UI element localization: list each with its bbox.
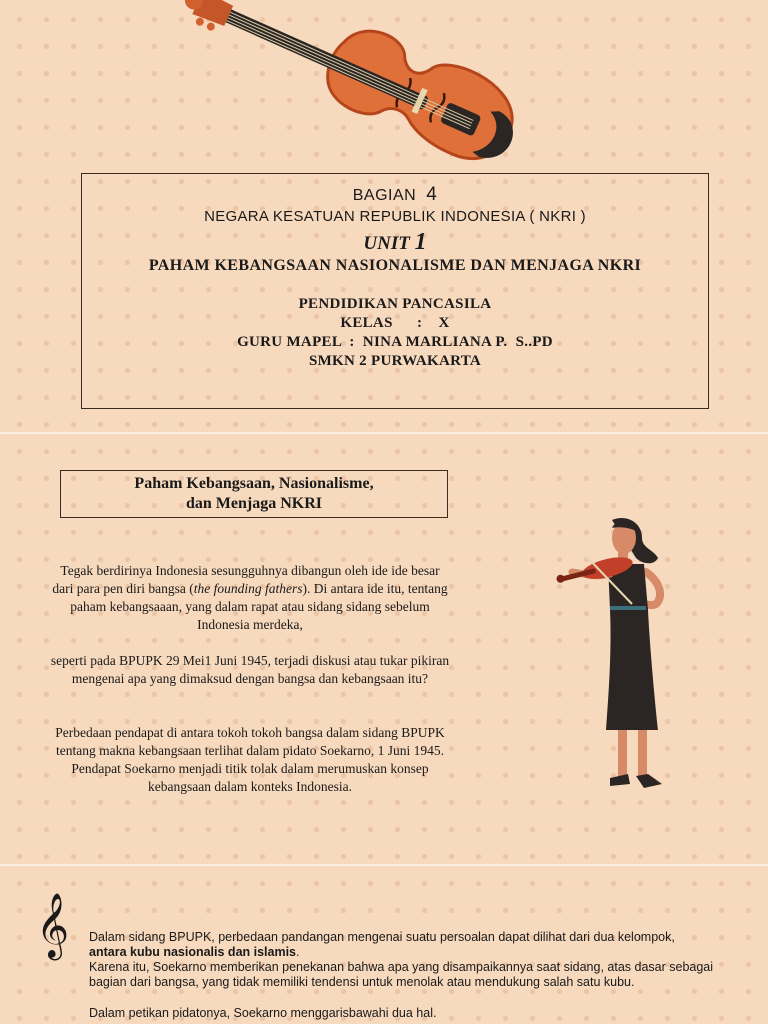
unit-number: 1 (414, 229, 427, 255)
slide-title (0, 0, 768, 432)
class-info: KELAS : X (340, 315, 450, 331)
section-heading (60, 470, 448, 518)
speech-line-2-end: . (296, 945, 300, 959)
slide-content-1 (0, 434, 768, 864)
speech-line-4: Dalam petikan pidatonya, Soekarno menggarisbawahi dua hal. (89, 1006, 437, 1020)
slide-content-2 (0, 866, 768, 1024)
paragraph-2: seperti pada BPUPK 29 Mei1 Juni 1945, terjadi diskusi atau tukar pikiran mengenai apa yang dimaksud dengan bangsa dan kebangsaan itu? (50, 653, 450, 686)
unit-heading (82, 229, 708, 256)
subject-name: PENDIDIKAN PANCASILA (298, 296, 492, 312)
treble-clef-icon: 𝄞 (36, 893, 70, 958)
spacer (89, 990, 749, 1006)
unit-label: UNIT (363, 233, 410, 254)
violin-icon (180, 0, 550, 169)
p1-text-after: ). Di antara ide itu, tentang paham kebangsaaan, yang dalam rapat atau sidang sidang sebelum Indonesia merdeka, (70, 581, 448, 632)
paragraph-3: Perbedaan pendapat di antara tokoh tokoh bangsa dalam sidang BPUPK tentang makna kebangsaan terlihat dalam pidato Soekarno, 1 Juni 1945. Pendapat Soekarno menjadi titik tolak dalam merumuskan konsep kebangsaan dalam konteks Indonesia. (55, 725, 445, 794)
course-info (82, 295, 708, 371)
heading-line-1: Paham Kebangsaan, Nasionalisme, (134, 475, 374, 492)
heading-line-2: dan Menjaga NKRI (185, 495, 322, 512)
school-name: SMKN 2 PURWAKARTA (308, 353, 482, 369)
title-box (81, 173, 709, 409)
paragraph-1 (50, 562, 450, 634)
bagian-number: 4 (426, 184, 438, 205)
topic-title: PAHAM KEBANGSAAN NASIONALISME DAN MENJAGA NKRI (148, 257, 642, 274)
speech-line-2 (89, 945, 749, 960)
speech-line-3: Karena itu, Soekarno memberikan penekanan bahwa apa yang disampaikannya saat sidang, atas dasar sebagai bagian dari bangsa, yang tidak memiliki tendensi untuk menolak atau mendukung salah satu kubu. (89, 960, 714, 989)
speech-line-1: Dalam sidang BPUPK, perbedaan pandangan mengenai suatu persoalan dapat dilihat dari dua kelompok, (89, 930, 675, 944)
speech-text (89, 930, 749, 1021)
speech-bold-text: antara kubu nasionalis dan islamis (89, 945, 297, 959)
violinist-woman-icon (550, 512, 680, 802)
teacher-info: GURU MAPEL : NINA MARLIANA P. S..PD (237, 334, 553, 350)
p1-text-before: Tegak berdirinya Indonesia sesungguhnya dibangun oleh ide ide besar dari para pen diri bangsa ( (52, 563, 440, 596)
nkri-subtitle: NEGARA KESATUAN REPUBLIK INDONESIA ( NKRI ) (204, 208, 586, 225)
bagian-label: BAGIAN (352, 187, 417, 204)
bagian-heading (82, 184, 708, 206)
p1-italic: the founding fathers (193, 581, 303, 596)
